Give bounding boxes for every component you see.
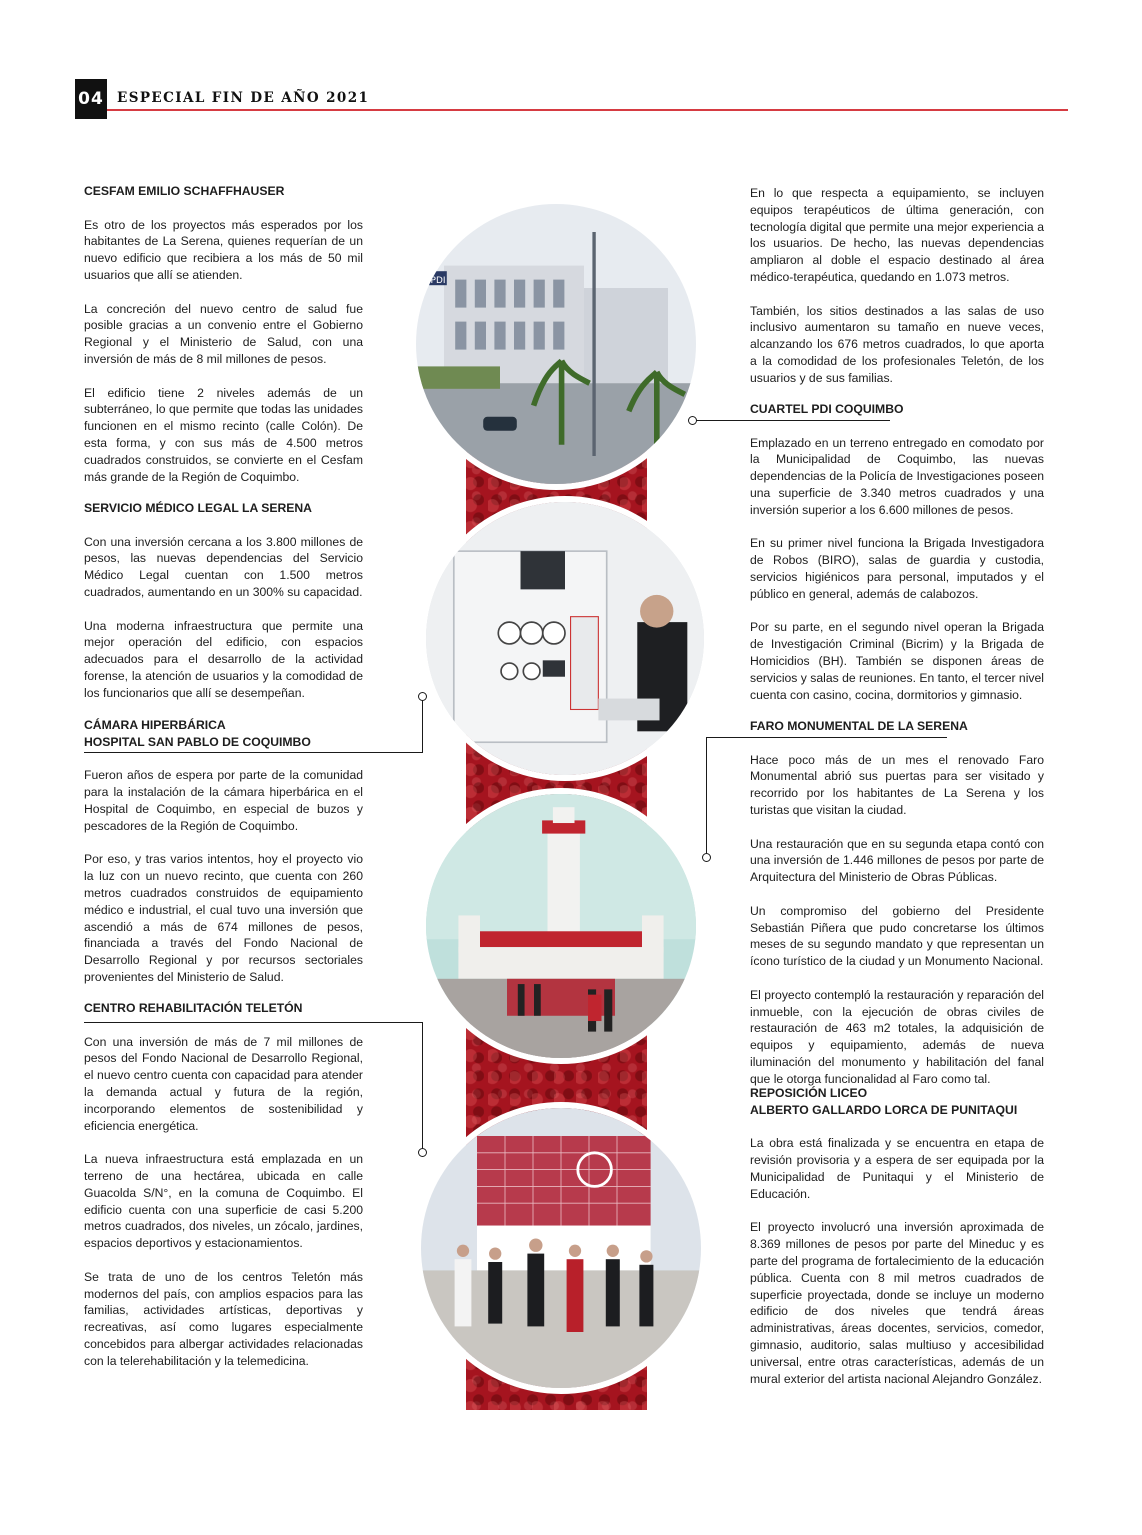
article-title-liceo: REPOSICIÓN LICEO xyxy=(750,1086,868,1100)
paragraph: En lo que respecta a equipamiento, se incluyen equipos terapéuticos de última generación, con tecnología digital que permite una mejor experiencia a los usuarios. De hecho, las nuevas dependencias ampliaron al doble el espacio destinado al área médico-terapéutica, quedando en 1.073 metros. xyxy=(750,186,1044,284)
paragraph: Un compromiso del gobierno del Presidente Sebastián Piñera que pudo concretarse los últimos meses de su segundo mandato y que representan un ícono turístico de la ciudad y un Monumento Nacional. xyxy=(750,903,1044,969)
right-column-faro xyxy=(750,718,1044,1088)
page-header xyxy=(75,79,1068,119)
paragraph: Con una inversión de más de 7 mil millones de pesos del Fondo Nacional de Desarrollo Regional, el nuevo centro cuenta con capacidad para atender la demanda actual y futura de la región, incorporando elementos de sostenibilidad y eficiencia energética. xyxy=(84,1034,363,1133)
right-column-pdi xyxy=(750,401,1044,703)
paragraph: Por su parte, en el segundo nivel operan la Brigada de Investigación Criminal (Bicrim) y la Brigada de Homicidios (BH). También se disponen áreas de servicios y salas de reuniones. En tanto, el tercer nivel cuenta con casino, cocina, dormitorios y gimnasio. xyxy=(750,620,1044,702)
paragraph: También, los sitios destinados a las salas de uso inclusivo aumentaron su tamaño en nueve veces, alcanzando los 676 metros cuadrados, lo que aporta a la comodidad de los profesionales Teletón, de los usuarios y de sus familias. xyxy=(750,303,1044,385)
photo-faro-monumental xyxy=(420,788,702,1064)
paragraph: La obra está finalizada y se encuentra en etapa de revisión provisoria y a espera de ser equipada por la Municipalidad de Punitaqui y el Ministerio de Educación. xyxy=(750,1136,1044,1201)
paragraph: En su primer nivel funciona la Brigada Investigadora de Robos (BIRO), salas de guardia y custodia, servicios higiénicos para personal, imputados y el público en general, además de calabozos. xyxy=(750,536,1044,601)
paragraph: Fueron años de espera por parte de la comunidad para la instalación de la cámara hiperbárica en el Hospital de Coquimbo, en especial de buzos y pescadores de la Región de Coquimbo. xyxy=(84,768,363,833)
paragraph: Por eso, y tras varios intentos, hoy el proyecto vio la luz con un nuevo recinto, que cuenta con 260 metros cuadrados construidos de equipamiento médico e industrial, el cual tuvo una inversión que ascendió a más de 674 millones de pesos, financiada a través del Fondo Nacional de Desarrollo Regional y por recursos sectoriales provenientes del Ministerio de Salud. xyxy=(84,852,363,984)
paragraph: El edificio tiene 2 niveles además de un subterráneo, lo que permite que todas las unidades funcionen en el mismo recinto (calle Colón). De esta forma, y con sus más de 4.500 metros cuadrados construidos, se convierte en el Cesfam más grande de la Región de Coquimbo. xyxy=(84,385,363,484)
pdi-sign: PDI xyxy=(430,275,446,286)
paragraph: El proyecto contempló la restauración y reparación del inmueble, con la ejecución de obras civiles de restauración de 463 m2 totales, la adquisición de equipos y equipamiento, además de nueva iluminación del monumento y habilitación del fanal que le otorga funcionalidad al Faro como tal. xyxy=(750,987,1045,1086)
paragraph: Se trata de uno de los centros Teletón más modernos del país, con amplios espacios para las familias, actividades artísticas, deportivas y recreativas, así como lugares especialmente concebidos para albergar actividades relacionadas con la telerehabilitación y la telemedicina. xyxy=(84,1269,363,1368)
paragraph: El proyecto involucró una inversión aproximada de 8.369 millones de pesos por parte del Mineduc y es parte del programa de fortalecimiento de la educación pública. Cuenta con 8 mil metros cuadrados de superficie proyectada, donde se incluye un moderno edificio de dos niveles que tendrá áreas administrativas, áreas docentes, servicios, comedor, gimnasio, auditorio, salas multiuso y accesibilidad universal, entre otras características, además de un mural exterior del artista nacional Alejandro González. xyxy=(750,1220,1044,1386)
article-title-cesfam: CESFAM EMILIO SCHAFFHAUSER xyxy=(84,184,285,198)
photo-hyperbaric-chamber xyxy=(420,496,710,781)
paragraph: Hace poco más de un mes el renovado Faro Monumental abrió sus puertas para ser visitado y recorrido por los habitantes de La Serena y los turistas que visitan la ciudad. xyxy=(750,752,1044,817)
paragraph: La concreción del nuevo centro de salud fue posible gracias a un convenio entre el Gobierno Regional y el Ministerio de Salud, con una inversión de más de 8 mil millones de pesos. xyxy=(84,301,363,366)
paragraph: Es otro de los proyectos más esperados por los habitantes de La Serena, quienes requerían de un nuevo edificio que recibiera a los más de 50 mil usuarios que allí se atienden. xyxy=(84,217,363,282)
connector-dot-teleton xyxy=(418,1148,427,1157)
left-column-sml xyxy=(84,500,363,702)
connector-dot-pdi xyxy=(688,416,697,425)
right-column-teleton-cont xyxy=(750,185,1044,387)
paragraph: Con una inversión cercana a los 3.800 millones de pesos, las nuevas dependencias del Servicio Médico Legal cuentan con 1.500 metros cuadrados, aumentando en un 300% su capacidad. xyxy=(84,534,363,599)
paragraph: Emplazado en un terreno entregado en comodato por la Municipalidad de Coquimbo, las nuevas dependencias de la Policía de Investigaciones poseen una superficie de 3.340 metros cuadrados y una inversión superior a los 6.600 millones de pesos. xyxy=(750,435,1044,517)
photo-pdi-building xyxy=(410,198,702,490)
paragraph: Una restauración que en su segunda etapa contó con una inversión de 1.446 millones de pesos por parte de Arquitectura del Ministerio de Obras Públicas. xyxy=(750,836,1044,885)
article-title-sml: SERVICIO MÉDICO LEGAL LA SERENA xyxy=(84,501,312,515)
header-rule xyxy=(107,109,1068,111)
section-title: ESPECIAL FIN DE AÑO 2021 xyxy=(117,90,370,106)
left-column xyxy=(84,183,363,485)
connector-dot-faro xyxy=(702,853,711,862)
right-column-liceo xyxy=(750,1085,1044,1387)
article-title-camara: CÁMARA HIPERBÁRICA xyxy=(84,718,226,732)
page-number: 04 xyxy=(75,79,107,119)
paragraph: La nueva infraestructura está emplazada en un terreno de una hectárea, ubicada en calle Guacolda S/N°, en la comuna de Coquimbo. El edificio cuenta con una superficie de casi 5.200 metros cuadrados, dos niveles, un zócalo, jardines, espacios deportivos y estacionamientos. xyxy=(84,1152,363,1251)
article-title-faro: FARO MONUMENTAL DE LA SERENA xyxy=(750,719,968,733)
connector-dot-camara xyxy=(418,692,427,701)
left-column-teleton xyxy=(84,1000,363,1370)
article-title-pdi: CUARTEL PDI COQUIMBO xyxy=(750,402,904,416)
left-column-camara xyxy=(84,717,363,986)
article-title-teleton: CENTRO REHABILITACIÓN TELETÓN xyxy=(84,1001,303,1015)
photo-liceo-inauguration xyxy=(415,1102,707,1394)
paragraph: Una moderna infraestructura que permite una mejor operación del edificio, con espacios adecuados para el desarrollo de la actividad forense, la atención de usuarios y la comodidad de los funcionarios que allí se desempeñan. xyxy=(84,618,363,700)
article-subtitle-camara: HOSPITAL SAN PABLO DE COQUIMBO xyxy=(84,734,311,749)
article-subtitle-liceo: ALBERTO GALLARDO LORCA DE PUNITAQUI xyxy=(750,1102,1018,1117)
